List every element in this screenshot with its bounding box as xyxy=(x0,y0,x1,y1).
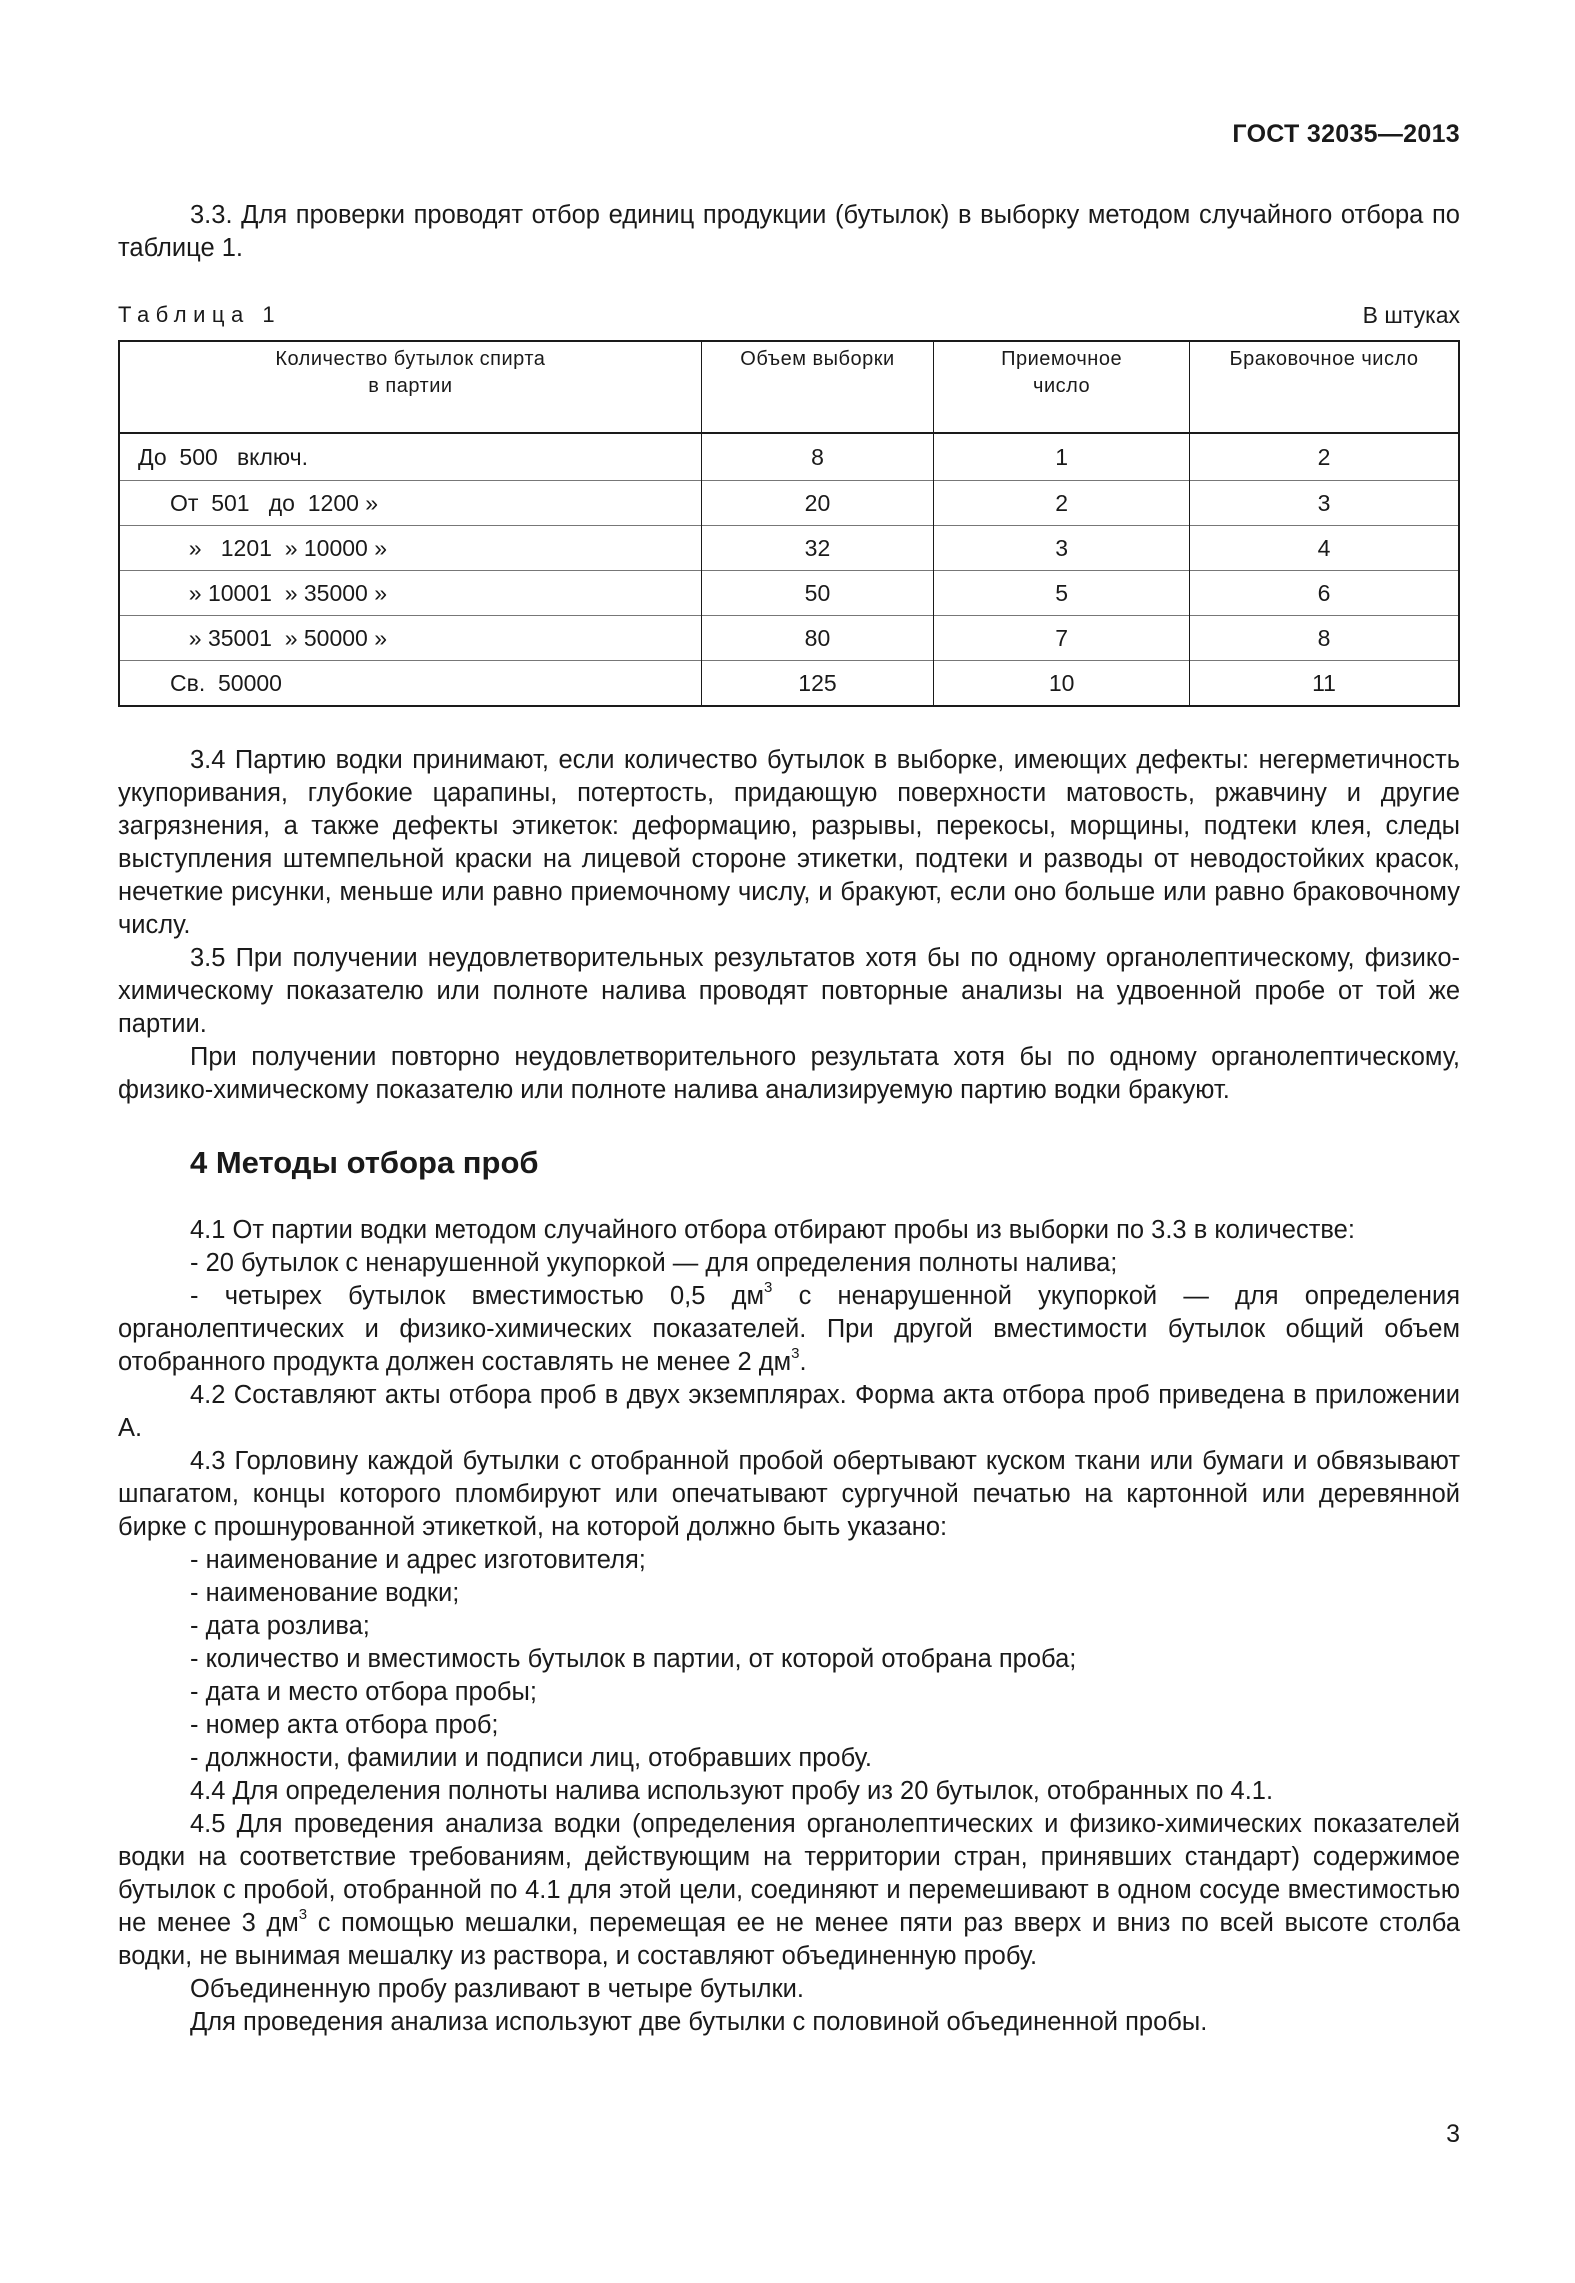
list-item: - дата и место отбора пробы; xyxy=(190,1678,537,1706)
cell-accept: 3 xyxy=(934,526,1190,571)
cell-sample: 50 xyxy=(701,571,933,616)
paragraph-4-5-analysis: Для проведения анализа используют две бутылки с половиной объединенной пробы. xyxy=(190,2008,1208,2036)
list-item: - количество и вместимость бутылок в партии, от которой отобрана проба; xyxy=(190,1645,1077,1673)
superscript: 3 xyxy=(298,1905,308,1923)
paragraph-4-5-combined: Объединенную пробу разливают в четыре бутылки. xyxy=(190,1975,804,2003)
cell-accept: 5 xyxy=(934,571,1190,616)
paragraph-3-3: 3.3. Для проверки проводят отбор единиц продукции (бутылок) в выборку методом случайного отбора по таблице 1. xyxy=(118,201,1460,262)
text-span: . xyxy=(799,1348,807,1376)
sampling-table xyxy=(118,340,1460,707)
cell-reject: 2 xyxy=(1190,433,1459,481)
text-span: - четырех бутылок вместимостью 0,5 дм xyxy=(190,1282,765,1310)
text-span: с ненарушенной укупоркой — для определения органолептических и физико-химических показателей. При другой вместимости бутылок общий объем отобранного продукта должен составлять не менее 2 дм xyxy=(118,1282,1460,1376)
paragraph-3-5-repeat: При получении повторно неудовлетворительного результата хотя бы по одному органолептическому, физико-химическому показателю или полноте налива анализируемую партию водки бракуют. xyxy=(118,1043,1460,1104)
cell-accept: 10 xyxy=(934,661,1190,707)
cell-reject: 6 xyxy=(1190,571,1459,616)
column-header-acceptance-number: Приемочное число xyxy=(934,341,1190,433)
paragraph-4-2: 4.2 Составляют акты отбора проб в двух экземплярах. Форма акта отбора проб приведена в приложении А. xyxy=(118,1381,1460,1442)
paragraph-3-4: 3.4 Партию водки принимают, если количество бутылок в выборке, имеющих дефекты: негерметичность укупоривания, глубокие царапины, потертость, придающую поверхности матовость, ржавчину и другие загрязнения, а также дефекты этикеток: деформацию, разрывы, перекосы, морщины, подтеки клея, следы выступления штемпельной краски на лицевой стороне этикетки, подтеки и разводы от неводостойких красок, нечеткие рисунки, меньше или равно приемочному числу, и бракуют, если оно больше или равно браковочному числу. xyxy=(118,746,1460,939)
cell-batch: От 501 до 1200 » xyxy=(119,481,701,526)
paragraph-4-5 xyxy=(118,1808,1460,1973)
paragraph-4-1-item-b xyxy=(118,1280,1460,1379)
cell-accept: 2 xyxy=(934,481,1190,526)
column-header-sample-size: Объем выборки xyxy=(701,341,933,433)
table-caption: Таблица 1 xyxy=(118,302,282,327)
table-row xyxy=(119,433,1459,481)
cell-sample: 32 xyxy=(701,526,933,571)
page-number: 3 xyxy=(1446,2120,1460,2148)
superscript: 3 xyxy=(764,1278,773,1296)
cell-batch: » 10001 » 35000 » xyxy=(119,571,701,616)
cell-reject: 8 xyxy=(1190,616,1459,661)
table-row xyxy=(119,481,1459,526)
paragraph-4-1: 4.1 От партии водки методом случайного отбора отбирают пробы из выборки по 3.3 в количестве: xyxy=(190,1216,1355,1244)
cell-sample: 20 xyxy=(701,481,933,526)
paragraph-4-4: 4.4 Для определения полноты налива используют пробу из 20 бутылок, отобранных по 4.1. xyxy=(190,1777,1274,1805)
table-row xyxy=(119,571,1459,616)
cell-reject: 3 xyxy=(1190,481,1459,526)
cell-sample: 8 xyxy=(701,433,933,481)
cell-sample: 80 xyxy=(701,616,933,661)
table-row xyxy=(119,616,1459,661)
cell-accept: 7 xyxy=(934,616,1190,661)
table-caption-row xyxy=(118,302,1460,332)
table-header-row xyxy=(119,341,1459,433)
cell-batch: » 35001 » 50000 » xyxy=(119,616,701,661)
superscript: 3 xyxy=(791,1344,800,1362)
section-3-body xyxy=(118,744,1460,1107)
cell-sample: 125 xyxy=(701,661,933,707)
column-header-rejection-number: Браковочное число xyxy=(1190,341,1459,433)
list-item: - дата розлива; xyxy=(190,1612,370,1640)
paragraph-4-3: 4.3 Горловину каждой бутылки с отобранной пробой обертывают куском ткани или бумаги и обвязывают шпагатом, концы которого пломбируют или опечатывают сургучной печатью на картонной или деревянной бирке с прошнурованной этикеткой, на которой должно быть указано: xyxy=(118,1447,1460,1541)
cell-accept: 1 xyxy=(934,433,1190,481)
document-header: ГОСТ 32035—2013 xyxy=(1232,120,1460,148)
list-item: - номер акта отбора проб; xyxy=(190,1711,499,1739)
cell-reject: 11 xyxy=(1190,661,1459,707)
cell-batch: » 1201 » 10000 » xyxy=(119,526,701,571)
paragraph-3-3-block xyxy=(118,199,1460,265)
cell-batch: До 500 включ. xyxy=(119,433,701,481)
table-unit: В штуках xyxy=(1362,302,1460,328)
list-item: - должности, фамилии и подписи лиц, отобравших пробу. xyxy=(190,1744,872,1772)
section-4-title: 4 Методы отбора проб xyxy=(190,1145,539,1180)
table-row xyxy=(119,526,1459,571)
cell-reject: 4 xyxy=(1190,526,1459,571)
text-span: 4.5 Для проведения анализа водки (определения органолептических и физико-химических показателей водки на соответствие требованиям, действующим на территории стран, принявших стандарт) содержимое бутылок с пробой, отобранной по 4.1 для этой цели, соединяют и перемешивают в одном сосуде вместимостью не менее 3 дм xyxy=(118,1810,1460,1937)
section-4-body xyxy=(118,1214,1460,2039)
table-row xyxy=(119,661,1459,707)
paragraph-3-5: 3.5 При получении неудовлетворительных результатов хотя бы по одному органолептическому, физико-химическому показателю или полноте налива проводят повторные анализы на удвоенной пробе от той же партии. xyxy=(118,944,1460,1038)
list-item: - наименование водки; xyxy=(190,1579,460,1607)
list-item: - наименование и адрес изготовителя; xyxy=(190,1546,646,1574)
cell-batch: Св. 50000 xyxy=(119,661,701,707)
column-header-batch-size: Количество бутылок спирта в партии xyxy=(119,341,701,433)
paragraph-4-1-item-a: - 20 бутылок с ненарушенной укупоркой — для определения полноты налива; xyxy=(190,1249,1118,1277)
text-span: с помощью мешалки, перемещая ее не менее пяти раз вверх и вниз по всей высоте столба водки, не вынимая мешалку из раствора, и составляют объединенную пробу. xyxy=(118,1909,1460,1970)
